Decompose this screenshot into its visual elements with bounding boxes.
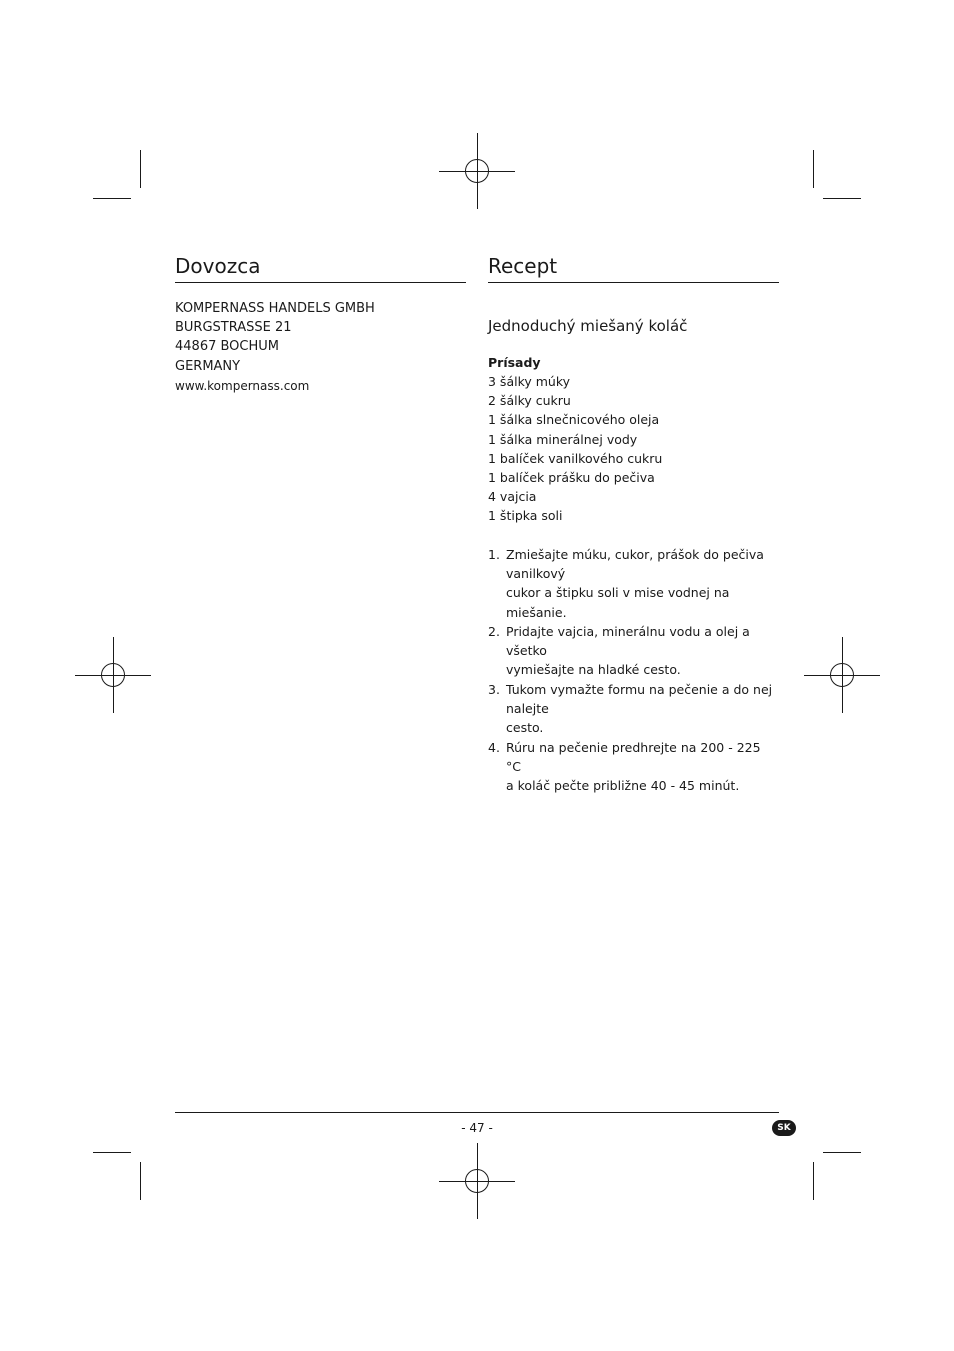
registration-mark-left — [75, 637, 151, 713]
step-line: Zmiešajte múku, cukor, prášok do pečiva vanilkový — [506, 546, 764, 581]
importer-address — [175, 299, 466, 396]
website-link[interactable]: www.kompernass.com — [175, 378, 310, 393]
registration-mark-top — [439, 133, 515, 209]
step-number: 2. — [488, 623, 500, 639]
recipe-section — [488, 250, 779, 795]
address-line: 44867 BOCHUM — [175, 339, 279, 355]
address-line: BURGSTRASSE 21 — [175, 320, 292, 336]
crop-mark — [140, 150, 141, 188]
section-title-importer: Dovozca — [175, 250, 466, 283]
ingredient-item: 3 šálky múky — [488, 374, 571, 389]
step-line: vymiešajte na hladké cesto. — [506, 662, 681, 678]
registration-mark-bottom — [439, 1143, 515, 1219]
footer-divider — [175, 1112, 779, 1113]
crop-mark — [93, 1152, 131, 1153]
instruction-steps — [488, 545, 779, 796]
crop-mark — [823, 198, 861, 199]
language-badge: SK — [772, 1120, 796, 1136]
ingredients-list — [488, 372, 779, 526]
ingredient-item: 1 štipka soli — [488, 508, 563, 524]
section-title-recipe: Recept — [488, 250, 779, 283]
recipe-title: Jednoduchý miešaný koláč — [488, 317, 688, 335]
step-number: 3. — [488, 681, 500, 697]
step-line: cesto. — [506, 720, 544, 736]
step-line: Tukom vymažte formu na pečenie a do nej nalejte — [506, 681, 773, 716]
ingredient-item: 1 balíček vanilkového cukru — [488, 450, 663, 466]
ingredient-item: 4 vajcia — [488, 489, 537, 505]
step-line: a koláč pečte približne 40 - 45 minút. — [506, 778, 740, 794]
step-line: Rúru na pečenie predhrejte na 200 - 225 °C — [506, 739, 761, 774]
step-line: cukor a štipku soli v mise vodnej na miešanie. — [506, 585, 730, 620]
crop-mark — [93, 198, 131, 199]
ingredients-heading: Prísady — [488, 355, 541, 370]
step-item — [488, 545, 779, 622]
ingredient-item: 1 balíček prášku do pečiva — [488, 470, 655, 486]
step-line: Pridajte vajcia, minerálnu vodu a olej a všetko — [506, 623, 750, 659]
address-line: KOMPERNASS HANDELS GMBH — [175, 301, 375, 316]
step-number: 1. — [488, 546, 500, 562]
ingredient-item: 1 šálka minerálnej vody — [488, 431, 638, 447]
crop-mark — [813, 150, 814, 188]
address-line: GERMANY — [175, 358, 241, 374]
page-number: - 47 - — [461, 1121, 493, 1135]
step-item — [488, 738, 779, 796]
ingredient-item: 2 šálky cukru — [488, 393, 571, 409]
importer-section — [175, 250, 466, 396]
step-item — [488, 680, 779, 738]
step-number: 4. — [488, 739, 500, 755]
crop-mark — [813, 1162, 814, 1200]
step-item — [488, 622, 779, 680]
crop-mark — [140, 1162, 141, 1200]
registration-mark-right — [804, 637, 880, 713]
ingredient-item: 1 šálka slnečnicového oleja — [488, 412, 660, 428]
crop-mark — [823, 1152, 861, 1153]
